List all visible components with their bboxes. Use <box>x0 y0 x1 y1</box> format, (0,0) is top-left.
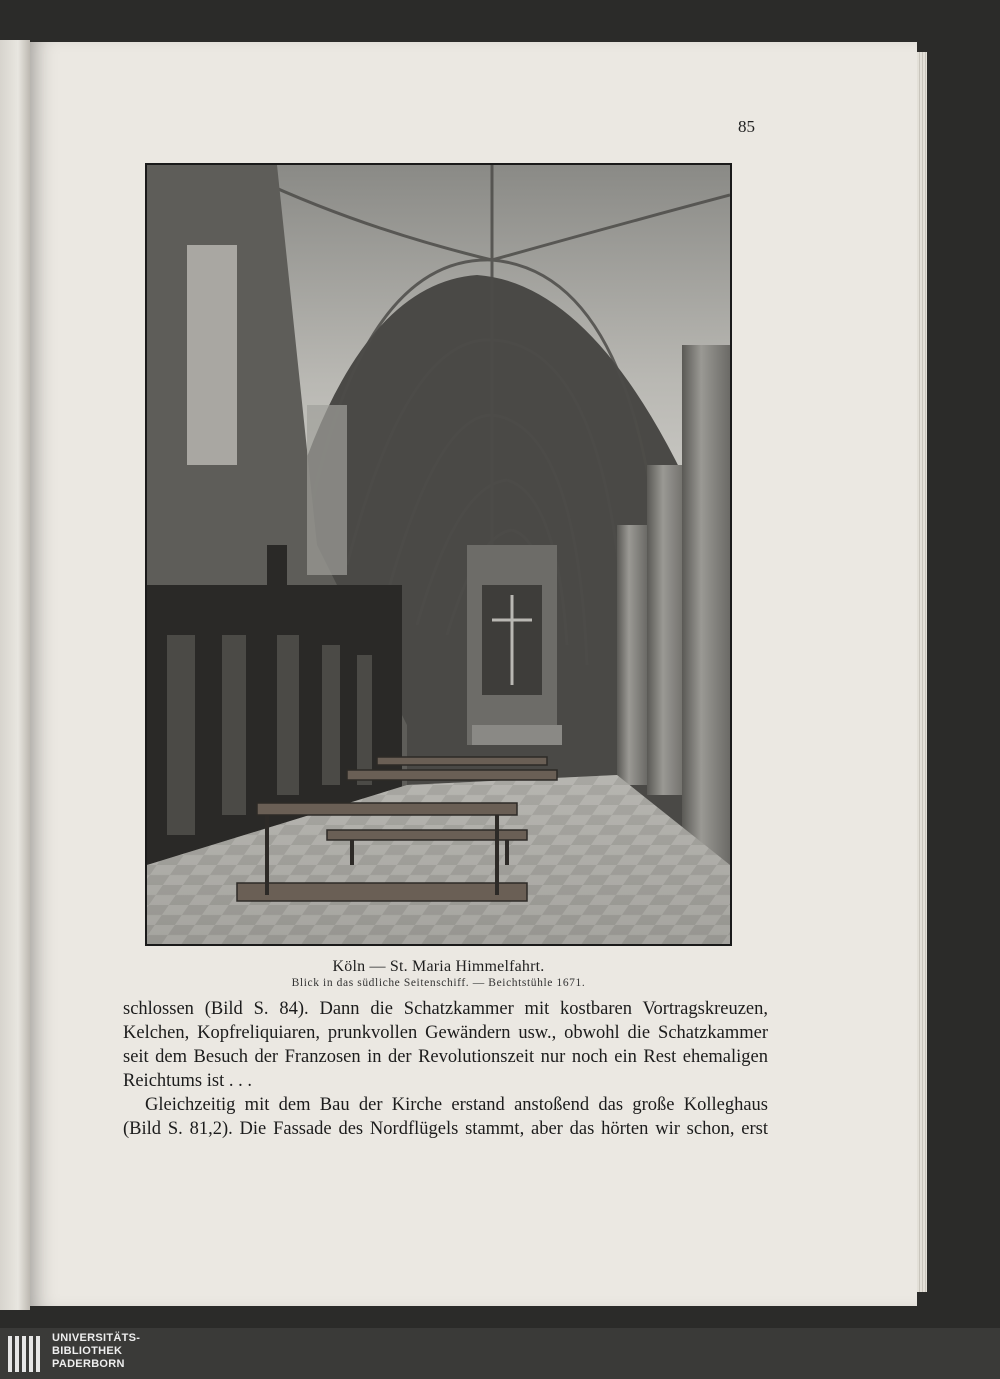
church-nave-illustration <box>147 165 730 944</box>
facing-page-edge <box>0 40 30 1310</box>
figure-caption-subtitle: Blick in das südliche Seitenschiff. — Beichtstühle 1671. <box>291 977 586 989</box>
body-text-line: Kelchen, Kopfreliquiaren, prunkvollen Gewändern usw., obwohl die Schatzkammer <box>123 1023 768 1043</box>
library-name-line: UNIVERSITÄTS- <box>52 1332 141 1344</box>
library-name <box>52 1332 140 1371</box>
figure-caption-title: Köln — St. Maria Himmelfahrt. <box>332 958 545 975</box>
library-name-line: BIBLIOTHEK <box>52 1345 123 1357</box>
body-text-line: seit dem Besuch der Franzosen in der Revolutionszeit nur noch ein Rest ehemaligen <box>123 1047 768 1067</box>
church-interior-photograph <box>145 163 732 946</box>
footer-bar <box>0 1328 1000 1379</box>
body-text-line: Reichtums ist . . . <box>123 1071 252 1091</box>
page-number: 85 <box>738 117 755 136</box>
library-name-line: PADERBORN <box>52 1358 125 1370</box>
body-text-line: schlossen (Bild S. 84). Dann die Schatzkammer mit kostbaren Vortragskreuzen, <box>123 999 768 1019</box>
body-text-line: (Bild S. 81,2). Die Fassade des Nordflügels stammt, aber das hörten wir schon, erst <box>123 1119 768 1139</box>
body-text-line: Gleichzeitig mit dem Bau der Kirche erstand anstoßend das große Kolleghaus <box>145 1095 768 1115</box>
library-logo-icon <box>8 1334 46 1374</box>
